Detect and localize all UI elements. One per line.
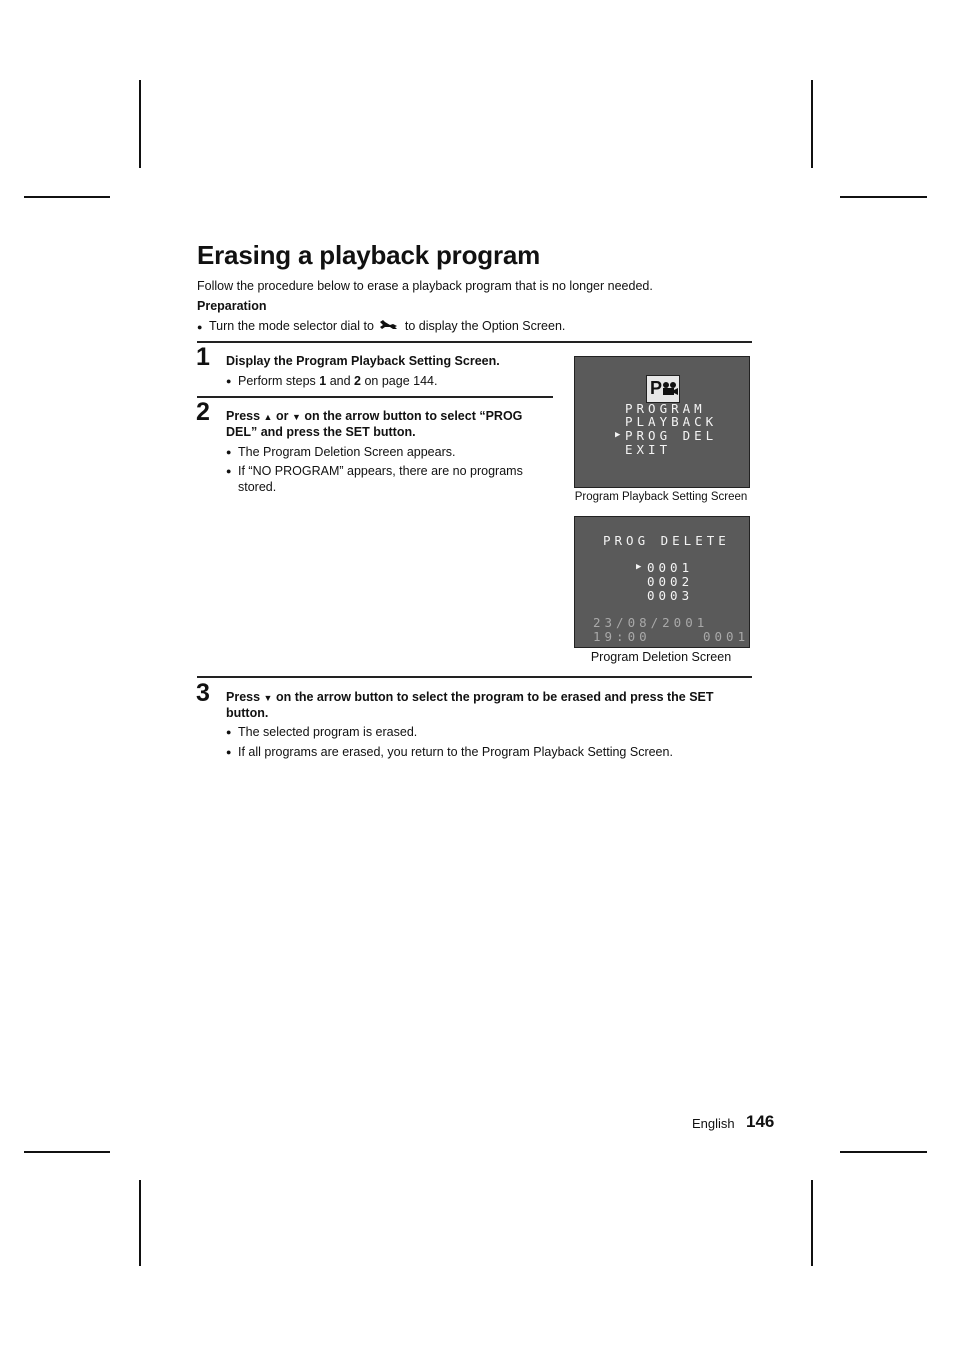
intro-text: Follow the procedure below to erase a playback program that is no longer needed. bbox=[197, 279, 653, 293]
wrench-icon bbox=[379, 319, 399, 331]
step-1-number: 1 bbox=[196, 343, 210, 371]
step-divider bbox=[197, 396, 553, 398]
deletion-screen-caption: Program Deletion Screen bbox=[590, 650, 732, 664]
menu-item-prog-del: PROG DEL bbox=[625, 428, 718, 443]
crop-mark bbox=[840, 1151, 927, 1153]
page-number: 146 bbox=[746, 1112, 775, 1131]
step-2-instruction-line2: DEL” and press the SET button. bbox=[226, 425, 416, 439]
menu-item-program: PROGRAM bbox=[625, 401, 706, 416]
program-item: 0001 bbox=[647, 560, 694, 575]
program-item: 0002 bbox=[647, 574, 694, 589]
up-arrow-icon: ▲ bbox=[263, 412, 273, 422]
step-3-instruction: Press ▼ on the arrow button to select the program to be erased and press the SET bbox=[226, 690, 714, 704]
preparation-item bbox=[209, 318, 565, 334]
crop-mark bbox=[24, 196, 110, 198]
section-divider bbox=[197, 676, 752, 678]
deletion-count: 0001 bbox=[703, 629, 750, 644]
crop-mark bbox=[840, 196, 927, 198]
movie-camera-icon bbox=[662, 381, 678, 397]
preparation-heading: Preparation bbox=[197, 299, 267, 313]
step-3-number: 3 bbox=[196, 679, 210, 707]
menu-cursor: ▶ bbox=[615, 430, 625, 440]
step-1-note: Perform steps 1 and 2 on page 144. bbox=[238, 374, 438, 388]
program-playback-icon: P bbox=[646, 375, 680, 403]
deletion-date: 23/08/2001 bbox=[593, 615, 709, 630]
section-divider bbox=[197, 341, 752, 343]
crop-mark bbox=[811, 1180, 813, 1266]
crop-mark bbox=[139, 80, 141, 168]
setting-screen-caption: Program Playback Setting Screen bbox=[574, 491, 748, 503]
footer-language: English bbox=[692, 1116, 735, 1131]
crop-mark bbox=[24, 1151, 110, 1153]
menu-item-playback: PLAYBACK bbox=[625, 414, 718, 429]
step-2-number: 2 bbox=[196, 398, 210, 426]
page-title: Erasing a playback program bbox=[197, 240, 541, 270]
preparation-text-after: to display the Option Screen. bbox=[404, 319, 566, 333]
down-arrow-icon: ▼ bbox=[263, 693, 273, 703]
crop-mark bbox=[811, 80, 813, 168]
step-3-note: If all programs are erased, you return to the Program Playback Setting Screen. bbox=[238, 745, 673, 759]
preparation-text-before: Turn the mode selector dial to bbox=[209, 319, 374, 333]
program-playback-setting-screen bbox=[574, 356, 750, 488]
step-2-note-cont: stored. bbox=[238, 480, 277, 494]
step-3-note: The selected program is erased. bbox=[238, 725, 418, 739]
step-1-instruction: Display the Program Playback Setting Screen. bbox=[226, 354, 500, 368]
step-3-instruction-line2: button. bbox=[226, 706, 269, 720]
crop-mark bbox=[139, 1180, 141, 1266]
step-2-note: If “NO PROGRAM” appears, there are no programs bbox=[238, 464, 523, 478]
program-deletion-screen bbox=[574, 516, 750, 648]
deletion-cursor: ▶ bbox=[636, 562, 646, 572]
program-item: 0003 bbox=[647, 588, 694, 603]
menu-item-exit: EXIT bbox=[625, 442, 672, 457]
down-arrow-icon: ▼ bbox=[291, 412, 301, 422]
step-2-instruction: Press ▲ or ▼ on the arrow button to select “PROG bbox=[226, 409, 523, 423]
deletion-time: 19:00 bbox=[593, 629, 651, 644]
step-2-note: The Program Deletion Screen appears. bbox=[238, 445, 456, 459]
deletion-header: PROG DELETE bbox=[603, 533, 730, 548]
